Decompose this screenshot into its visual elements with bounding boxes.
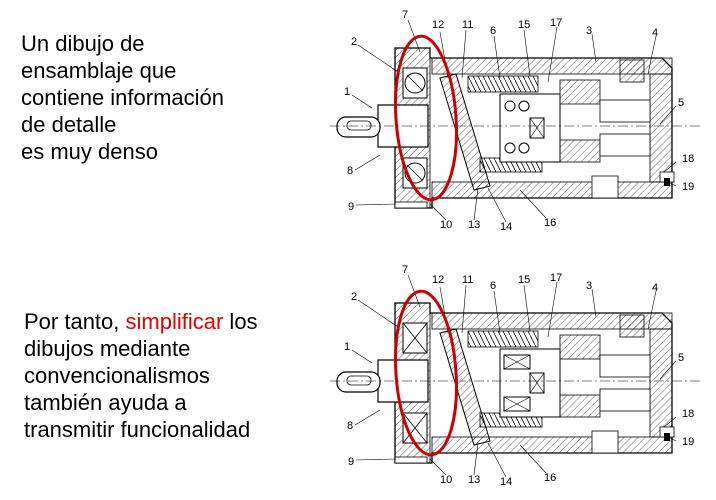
part-label: 8: [347, 420, 354, 432]
part-label: 17: [550, 272, 563, 284]
part-label: 13: [468, 219, 481, 231]
housing-bottom-wall: [432, 182, 672, 198]
part-label: 15: [518, 274, 531, 286]
part-label: 7: [402, 264, 409, 276]
part-label: 15: [518, 19, 531, 31]
end-cap: [650, 74, 672, 182]
shaft-key: [337, 117, 380, 137]
part-label: 18: [682, 408, 695, 420]
cylinder-top: [560, 80, 600, 104]
bottom-text-suffix: los: [223, 309, 258, 334]
part-label: 10: [440, 474, 453, 486]
simplified-assembly-drawing: [330, 264, 700, 488]
bottom-text-prefix: Por tanto,: [24, 309, 126, 334]
part-label: 10: [440, 219, 453, 231]
part-label: 12: [432, 19, 445, 31]
shaft-key: [337, 372, 380, 392]
bottom-text-line: también ayuda a: [24, 390, 187, 415]
part-label: 13: [468, 474, 481, 486]
part-label: 9: [348, 201, 355, 213]
part-label: 11: [462, 274, 474, 286]
part-label: 17: [550, 17, 563, 29]
part-label: 4: [652, 282, 659, 294]
top-text-line: ensamblaje que: [21, 58, 177, 83]
part-label: 1: [344, 86, 351, 98]
bottom-text-line: convencionalismos: [24, 363, 210, 388]
part-label: 3: [586, 25, 593, 37]
part-label: 4: [652, 27, 659, 39]
part-label: 16: [544, 217, 557, 229]
part-label: 1: [344, 341, 351, 353]
part-label: 5: [678, 97, 685, 109]
top-text-line: Un dibujo de: [21, 31, 145, 56]
part-label: 14: [500, 476, 513, 488]
cylinder-bottom: [560, 140, 600, 162]
top-text-line: de detalle: [21, 112, 117, 137]
part-label: 19: [682, 181, 695, 193]
part-label: 11: [462, 19, 474, 31]
part-label: 16: [544, 472, 557, 484]
part-label: 9: [348, 456, 355, 468]
part-label: 7: [402, 9, 409, 21]
part-label: 19: [682, 436, 695, 448]
part-label: 8: [347, 165, 354, 177]
part-label: 14: [500, 221, 513, 233]
part-label: 3: [586, 280, 593, 292]
spring-top: [468, 76, 538, 92]
part-label: 12: [432, 274, 445, 286]
top-text-line: contiene información: [21, 85, 225, 110]
bottom-text-line: dibujos mediante: [24, 336, 191, 361]
detailed-assembly-drawing: [330, 9, 700, 233]
part-label: 2: [351, 36, 358, 48]
top-text-line: es muy denso: [21, 139, 158, 164]
highlight-word: simplificar: [125, 309, 224, 334]
part-label: 18: [682, 153, 695, 165]
part-label: 2: [351, 291, 358, 303]
bottom-text-line: transmitir funcionalidad: [24, 417, 251, 442]
part-label: 5: [678, 352, 685, 364]
part-label: 6: [490, 25, 497, 37]
part-label: 6: [490, 280, 497, 292]
